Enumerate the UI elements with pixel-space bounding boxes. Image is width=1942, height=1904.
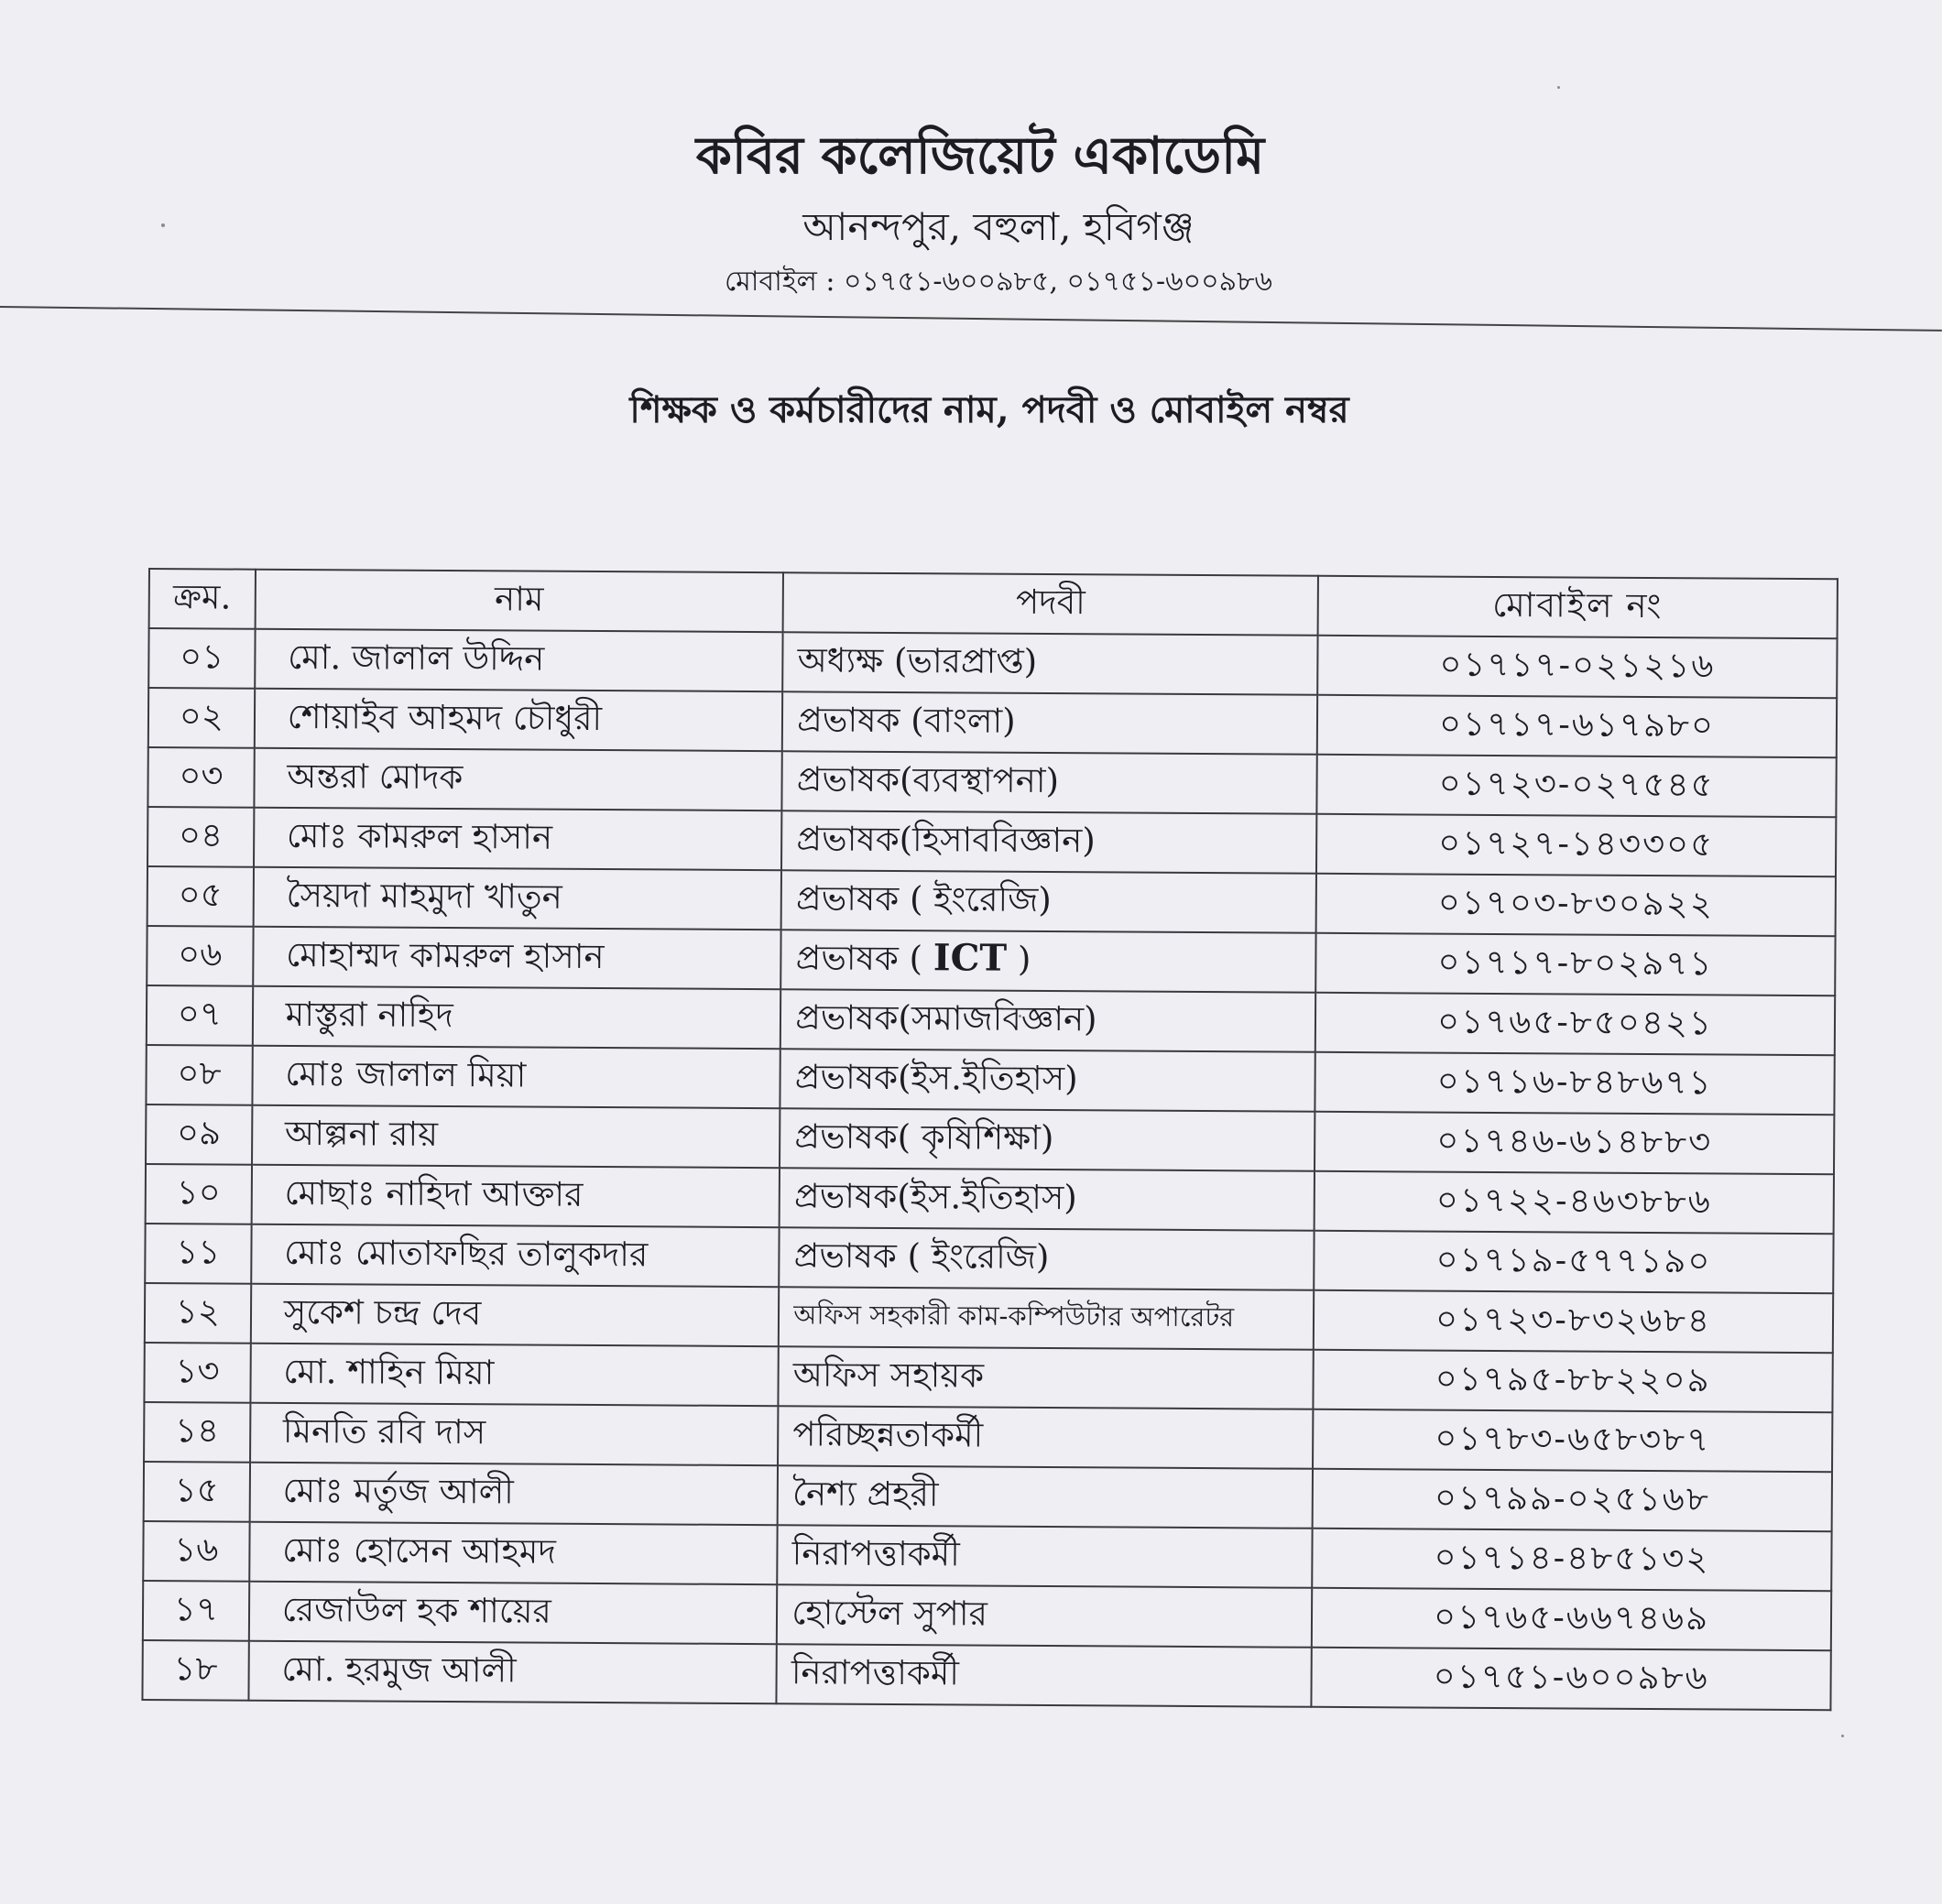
designation-prefix: প্রভাষক (	[795, 938, 933, 979]
header-divider	[0, 306, 1942, 332]
table-row	[148, 688, 1837, 757]
mobile-cell: ০১৭০৩-৮৩০৯২২	[1316, 874, 1836, 936]
designation-cell: হোস্টেল সুপার	[777, 1584, 1312, 1648]
serial-cell: ১৫	[144, 1462, 250, 1522]
table-row	[148, 628, 1837, 698]
designation-cell: প্রভাষক(ইস.ইতিহাস)	[780, 1049, 1315, 1112]
serial-cell: ১৬	[143, 1521, 249, 1582]
name-cell: মো. শাহিন মিয়া	[250, 1344, 779, 1407]
column-header-name: নাম	[255, 570, 783, 633]
table-row	[147, 807, 1836, 876]
serial-cell: ১৮	[142, 1640, 248, 1701]
paper-speck	[1841, 1735, 1844, 1737]
document-title: শিক্ষক ও কর্মচারীদের নাম, পদবী ও মোবাইল নম্বর	[629, 388, 1349, 431]
serial-cell: ০৫	[147, 866, 254, 927]
designation-cell: প্রভাষক(হিসাববিজ্ঞান)	[781, 811, 1316, 874]
table-header-row	[149, 569, 1838, 638]
college-address: আনন্দপুর, বহুলা, হবিগঞ্জ	[802, 204, 1195, 249]
name-cell: মিনতি রবি দাস	[250, 1403, 779, 1466]
mobile-cell: ০১৭১৭-৬১৭৯৮০	[1317, 695, 1837, 757]
serial-cell: ১১	[145, 1224, 251, 1284]
paper-speck	[1557, 86, 1560, 89]
mobile-cell: ০১৭৪৬-৬১৪৮৮৩	[1315, 1112, 1834, 1174]
name-cell: মোছাঃ নাহিদা আক্তার	[251, 1165, 780, 1228]
designation-cell: প্রভাষক(সমাজবিজ্ঞান)	[780, 989, 1315, 1052]
serial-cell: ০৭	[147, 985, 253, 1046]
name-cell: সৈয়দা মাহমুদা খাতুন	[253, 867, 781, 930]
table-row	[147, 985, 1835, 1055]
designation-cell: নৈশ্য প্রহরী	[778, 1465, 1313, 1529]
serial-cell: ০২	[148, 688, 255, 748]
name-cell: মোহাম্মদ কামরুল হাসান	[253, 927, 781, 990]
serial-cell: ০৯	[146, 1104, 252, 1165]
table-row	[147, 747, 1836, 817]
serial-cell: ০৩	[147, 747, 254, 808]
column-header-designation: পদবী	[783, 572, 1318, 636]
name-cell: মোঃ হোসেন আহমদ	[249, 1522, 778, 1585]
name-cell: মোঃ মর্তুজ আলী	[249, 1463, 778, 1526]
designation-cell	[780, 930, 1315, 993]
mobile-cell: ০১৭২৭-১৪৩৩০৫	[1316, 814, 1836, 876]
designation-suffix: )	[1007, 939, 1031, 979]
mobile-cell: ০১৭৯৫-৮৮২২০৯	[1314, 1350, 1833, 1412]
name-cell: আল্পনা রায়	[252, 1105, 780, 1169]
column-header-serial: ক্রম.	[149, 569, 256, 629]
mobile-cell: ০১৭৬৫-৬৬৭৪৬৯	[1312, 1588, 1831, 1650]
designation-cell: প্রভাষক(ইস.ইতিহাস)	[780, 1168, 1315, 1231]
name-cell: মো. হরমুজ আলী	[248, 1641, 777, 1704]
name-cell: মাস্তুরা নাহিদ	[253, 986, 781, 1050]
name-cell: রেজাউল হক শায়ের	[249, 1582, 778, 1645]
designation-cell: নিরাপত্তাকর্মী	[777, 1525, 1312, 1588]
mobile-cell: ০১৭৮৩-৬৫৮৩৮৭	[1313, 1409, 1832, 1472]
name-cell: মোঃ জালাল মিয়া	[252, 1046, 780, 1109]
serial-cell: ০৮	[146, 1045, 252, 1105]
column-header-mobile: মোবাইল নং	[1318, 576, 1838, 638]
college-name: কবির কলেজিয়েট একাডেমি	[695, 125, 1265, 186]
designation-cell: অফিস সহকারী কাম-কম্পিউটার অপারেটর	[779, 1287, 1314, 1350]
table-row	[147, 866, 1836, 936]
name-cell: অন্তরা মোদক	[254, 748, 782, 811]
mobile-cell: ০১৭২২-৪৬৩৮৮৬	[1315, 1171, 1834, 1234]
table-row	[143, 1581, 1831, 1650]
name-cell: শোয়াইব আহমদ চৌধুরী	[255, 689, 783, 752]
designation-cell: প্রভাষক ( ইংরেজি)	[779, 1227, 1314, 1290]
serial-cell: ০৪	[147, 807, 254, 867]
staff-table	[141, 568, 1838, 1711]
designation-cell: প্রভাষক (বাংলা)	[782, 691, 1317, 755]
mobile-cell: ০১৭২৩-৮৩২৬৮৪	[1314, 1290, 1833, 1353]
mobile-cell: ০১৭১৬-৮৪৮৬৭১	[1315, 1052, 1834, 1115]
table-row	[147, 926, 1835, 996]
mobile-cell: ০১৭৯৯-০২৫১৬৮	[1313, 1469, 1832, 1531]
serial-cell: ১২	[145, 1283, 251, 1344]
designation-cell: নিরাপত্তাকর্মী	[777, 1644, 1312, 1707]
mobile-cell: ০১৭১৯-৫৭৭১৯০	[1314, 1231, 1833, 1293]
college-phone: মোবাইল : ০১৭৫১-৬০০৯৮৫, ০১৭৫১-৬০০৯৮৬	[724, 266, 1273, 298]
name-cell: সুকেশ চন্দ্র দেব	[251, 1284, 780, 1347]
table-row	[143, 1521, 1831, 1591]
serial-cell: ০৬	[147, 926, 253, 986]
designation-cell: প্রভাষক ( ইংরেজি)	[781, 870, 1316, 933]
table-row	[146, 1164, 1834, 1234]
table-row	[145, 1224, 1833, 1293]
mobile-cell: ০১৭১৭-০২১২১৬	[1317, 636, 1837, 698]
serial-cell: ১৭	[143, 1581, 249, 1641]
designation-cell: অফিস সহায়ক	[779, 1346, 1314, 1409]
serial-cell: ০১	[148, 628, 255, 689]
name-cell: মো. জালাল উদ্দিন	[255, 629, 783, 692]
table-row	[144, 1462, 1832, 1531]
mobile-cell: ০১৭১৪-৪৮৫১৩২	[1312, 1529, 1831, 1591]
designation-cell: প্রভাষক( কৃষিশিক্ষা)	[780, 1108, 1315, 1171]
serial-cell: ১০	[146, 1164, 252, 1224]
designation-cell: প্রভাষক(ব্যবস্থাপনা)	[782, 751, 1317, 814]
table-row	[144, 1402, 1832, 1472]
designation-ict: ICT	[933, 936, 1008, 980]
name-cell: মোঃ কামরুল হাসান	[254, 808, 782, 871]
document-header	[0, 119, 1942, 306]
mobile-cell: ০১৭৬৫-৮৫০৪২১	[1315, 993, 1835, 1055]
serial-cell: ১৪	[144, 1402, 250, 1463]
table-row	[146, 1045, 1834, 1115]
designation-cell: অধ্যক্ষ (ভারপ্রাপ্ত)	[782, 632, 1317, 695]
table-row	[146, 1104, 1834, 1174]
mobile-cell: ০১৭২৩-০২৭৫৪৫	[1316, 755, 1836, 817]
name-cell: মোঃ মোতাফছির তালুকদার	[251, 1224, 780, 1288]
serial-cell: ১৩	[144, 1343, 250, 1403]
mobile-cell: ০১৭১৭-৮০২৯৭১	[1315, 933, 1835, 996]
designation-cell: পরিচ্ছন্নতাকর্মী	[778, 1406, 1313, 1469]
table-row	[145, 1283, 1833, 1353]
mobile-cell: ০১৭৫১-৬০০৯৮৬	[1312, 1648, 1831, 1710]
table-row	[144, 1343, 1832, 1412]
table-row	[142, 1640, 1830, 1710]
